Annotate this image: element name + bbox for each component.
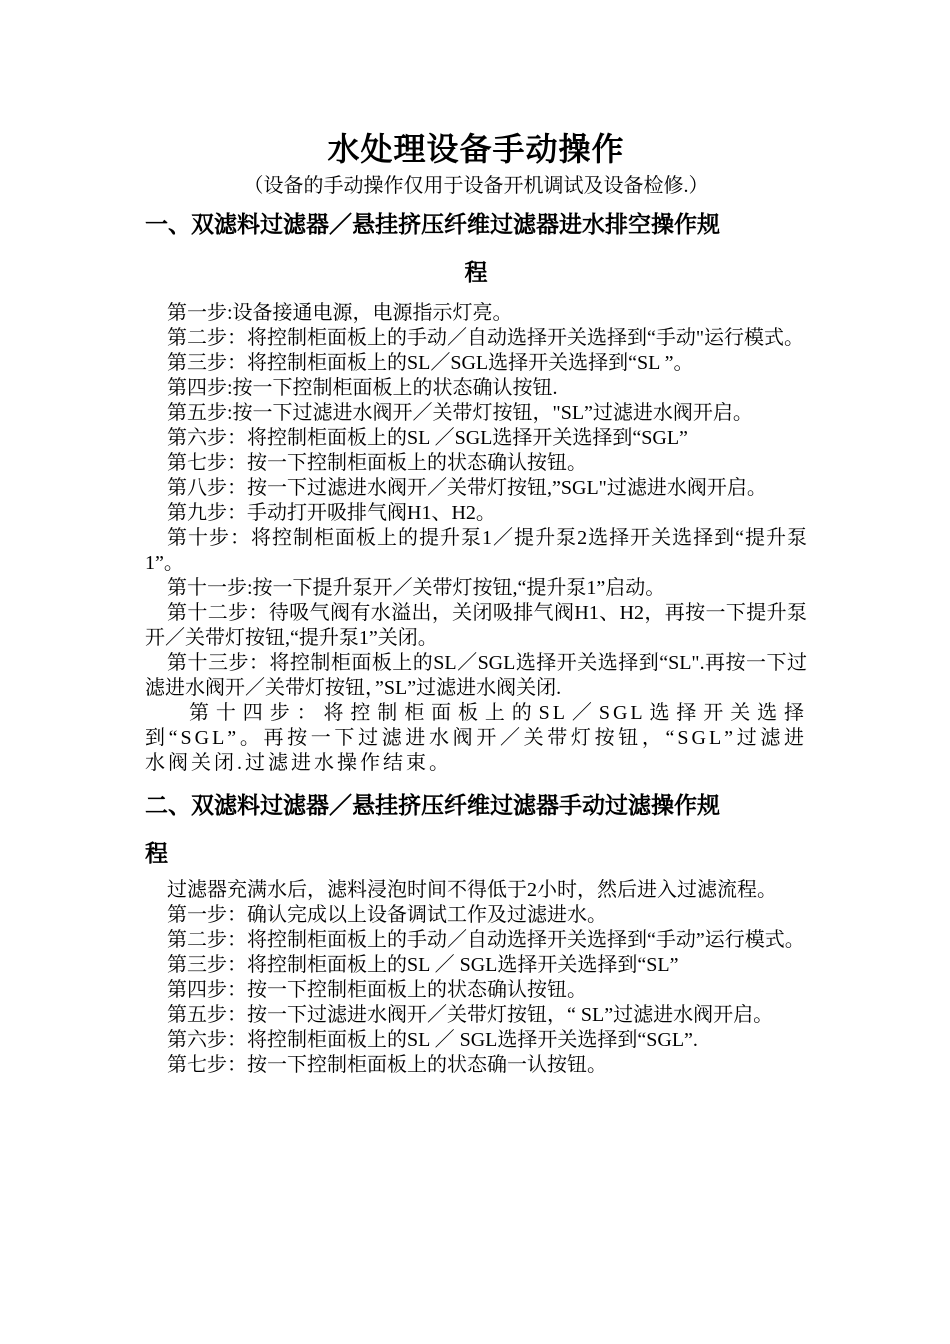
section-2-heading-line2: 程 xyxy=(145,841,168,867)
section-1-heading-line2: 程 xyxy=(464,260,488,286)
section-1 xyxy=(145,201,807,776)
step-paragraph: 第六步：将控制柜面板上的SL ／SGL选择开关选择到“SGL” xyxy=(167,427,688,449)
step-paragraph: 第十二步：待吸气阀有水溢出，关闭吸排气阀H1、H2，再按一下提升泵开／关带灯按钮,“提升泵1”关闭。 xyxy=(145,602,807,649)
step-paragraph: 第十步：将控制柜面板上的提升泵1／提升泵2选择开关选择到“提升泵1”。 xyxy=(145,527,807,574)
step-paragraph: 第五步:按一下过滤进水阀开／关带灯按钮，"SL”过滤进水阀开启。 xyxy=(167,402,753,424)
step-paragraph: 第一步：确认完成以上设备调试工作及过滤进水。 xyxy=(167,904,607,926)
step-paragraph: 第八步：按一下过滤进水阀开／关带灯按钮,”SGL"过滤进水阀开启。 xyxy=(167,477,767,499)
step-paragraph: 第二步：将控制柜面板上的手动／自动选择开关选择到“手动”运行模式。 xyxy=(167,929,805,951)
step-paragraph: 第十一步:按一下提升泵开／关带灯按钮,“提升泵1”启动。 xyxy=(167,577,666,599)
step-paragraph: 第六步：将控制柜面板上的SL ／ SGL选择开关选择到“SGL”. xyxy=(167,1029,698,1051)
intro-paragraph: 过滤器充满水后，滤料浸泡时间不得低于2小时，然后进入过滤流程。 xyxy=(167,879,777,901)
document-title: 水处理设备手动操作 xyxy=(327,130,625,168)
step-paragraph: 第四步:按一下控制柜面板上的状态确认按钮. xyxy=(167,377,558,399)
section-2-steps xyxy=(145,878,807,1078)
section-2-heading xyxy=(145,782,807,878)
step-paragraph: 第五步：按一下过滤进水阀开／关带灯按钮，“ SL”过滤进水阀开启。 xyxy=(167,1004,774,1026)
section-2-heading-line1: 二、双滤料过滤器／悬挂挤压纤维过滤器手动过滤操作规 xyxy=(145,793,720,819)
step-paragraph: 第十四步：将控制柜面板上的SL／SGL选择开关选择到“SGL”。再按一下过滤进水阀开／关带灯按钮，“SGL”过滤进水阀关闭.过滤进水操作结束。 xyxy=(145,702,807,774)
step-paragraph: 第三步：将控制柜面板上的SL ／ SGL选择开关选择到“SL” xyxy=(167,954,679,976)
step-paragraph: 第二步：将控制柜面板上的手动／自动选择开关选择到“手动"运行模式。 xyxy=(167,327,805,349)
step-paragraph: 第九步：手动打开吸排气阀H1、H2。 xyxy=(167,502,496,524)
step-paragraph: 第七步：按一下控制柜面板上的状态确认按钮。 xyxy=(167,452,587,474)
document-page xyxy=(145,125,807,1078)
section-2 xyxy=(145,782,807,1078)
section-1-steps xyxy=(145,301,807,776)
step-paragraph: 第七步：按一下控制柜面板上的状态确一认按钮。 xyxy=(167,1054,607,1076)
section-1-heading xyxy=(145,201,807,297)
step-paragraph: 第三步：将控制柜面板上的SL／SGL选择开关选择到“SL ”。 xyxy=(167,352,694,374)
section-1-heading-line1: 一、双滤料过滤器／悬挂挤压纤维过滤器进水排空操作规 xyxy=(145,212,720,238)
document-subtitle: （设备的手动操作仅用于设备开机调试及设备检修.） xyxy=(243,175,709,197)
step-paragraph: 第四步：按一下控制柜面板上的状态确认按钮。 xyxy=(167,979,587,1001)
step-paragraph: 第一步:设备接通电源，电源指示灯亮。 xyxy=(167,302,513,324)
step-paragraph: 第十三步：将控制柜面板上的SL／SGL选择开关选择到“SL".再按一下过滤进水阀开／关带灯按钮，”SL”过滤进水阀关闭. xyxy=(145,652,807,699)
